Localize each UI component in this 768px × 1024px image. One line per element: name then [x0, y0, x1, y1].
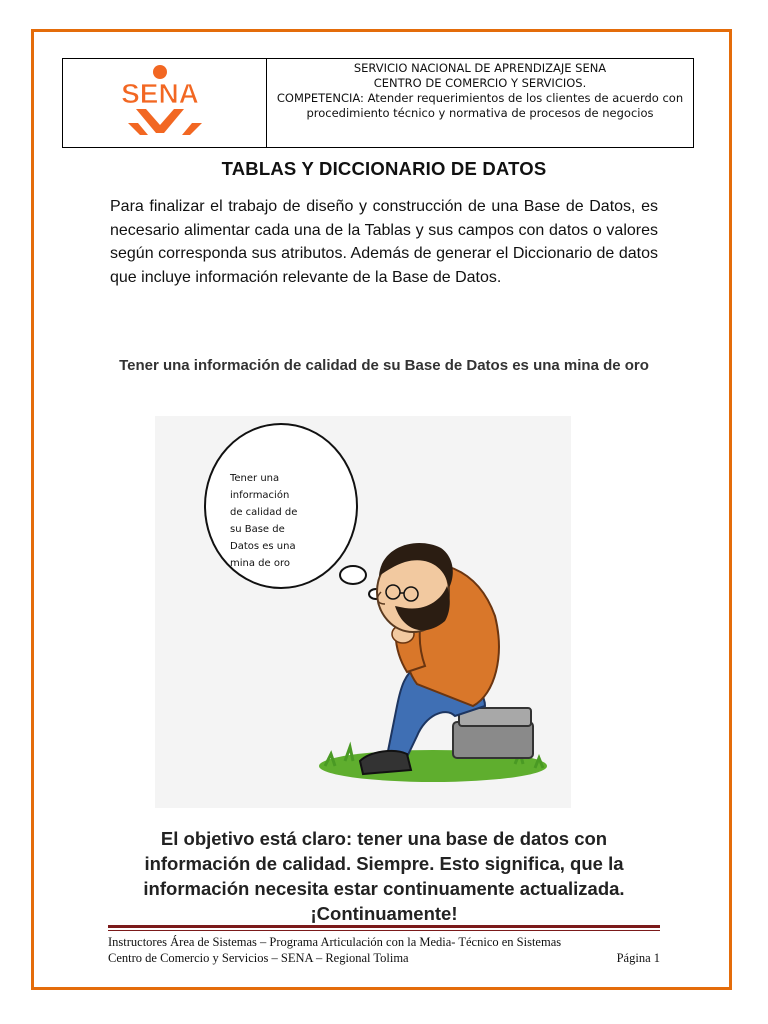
stone-seat [453, 722, 533, 758]
conclusion-line: ¡Continuamente! [310, 903, 458, 924]
header-line: SERVICIO NACIONAL DE APRENDIZAJE SENA [353, 61, 607, 75]
bubble-line: información [230, 490, 290, 501]
bubble-line: de calidad de [230, 507, 298, 518]
footer-line-2 [108, 950, 660, 966]
document-header [62, 58, 694, 148]
conclusion-line: información de calidad. Siempre. Esto significa, que la [144, 853, 624, 874]
footer-location: Centro de Comercio y Servicios – SENA – Regional Tolima [108, 951, 409, 965]
conclusion-line: El objetivo está claro: tener una base de datos con [160, 828, 608, 849]
subtitle: Tener una información de calidad de su Base de Datos es una mina de oro [119, 357, 649, 374]
thinking-man-illustration [155, 416, 571, 808]
thought-bubble-dot [340, 566, 366, 584]
footer-line-1: Instructores Área de Sistemas – Programa Articulación con la Media- Técnico en Sistemas [108, 935, 562, 949]
bubble-line: mina de oro [230, 558, 290, 569]
header-line: CENTRO DE COMERCIO Y SERVICIOS. [373, 76, 587, 90]
conclusion-line: información necesita estar continuamente actualizada. [143, 878, 625, 899]
page-number: Página 1 [616, 951, 660, 965]
bubble-line: Datos es una [230, 541, 296, 552]
header-text [267, 59, 693, 147]
header-line: procedimiento técnico y normativa de procesos de negocios [306, 106, 654, 120]
thought-bubble-text [230, 470, 340, 572]
sena-logo [110, 63, 220, 143]
bubble-line: Tener una [230, 473, 280, 484]
conclusion-text [80, 826, 688, 926]
bubble-line: su Base de [230, 524, 285, 535]
sena-logo-text: SENA [120, 78, 199, 109]
sena-logo-cell [63, 59, 267, 147]
header-line: COMPETENCIA: Atender requerimientos de los clientes de acuerdo con [276, 91, 684, 105]
footer-divider [108, 930, 660, 931]
page-title: TABLAS Y DICCIONARIO DE DATOS [221, 158, 547, 179]
intro-paragraph: Para finalizar el trabajo de diseño y construcción de una Base de Datos, es necesario alimentar cada una de la Tablas y sus campos con datos o valores según corresponda sus atributos. Además de generar el Diccionario de datos que incluye información relevante de la Base de Datos. [110, 198, 658, 286]
page-footer [108, 934, 660, 966]
footer-divider [108, 925, 660, 928]
